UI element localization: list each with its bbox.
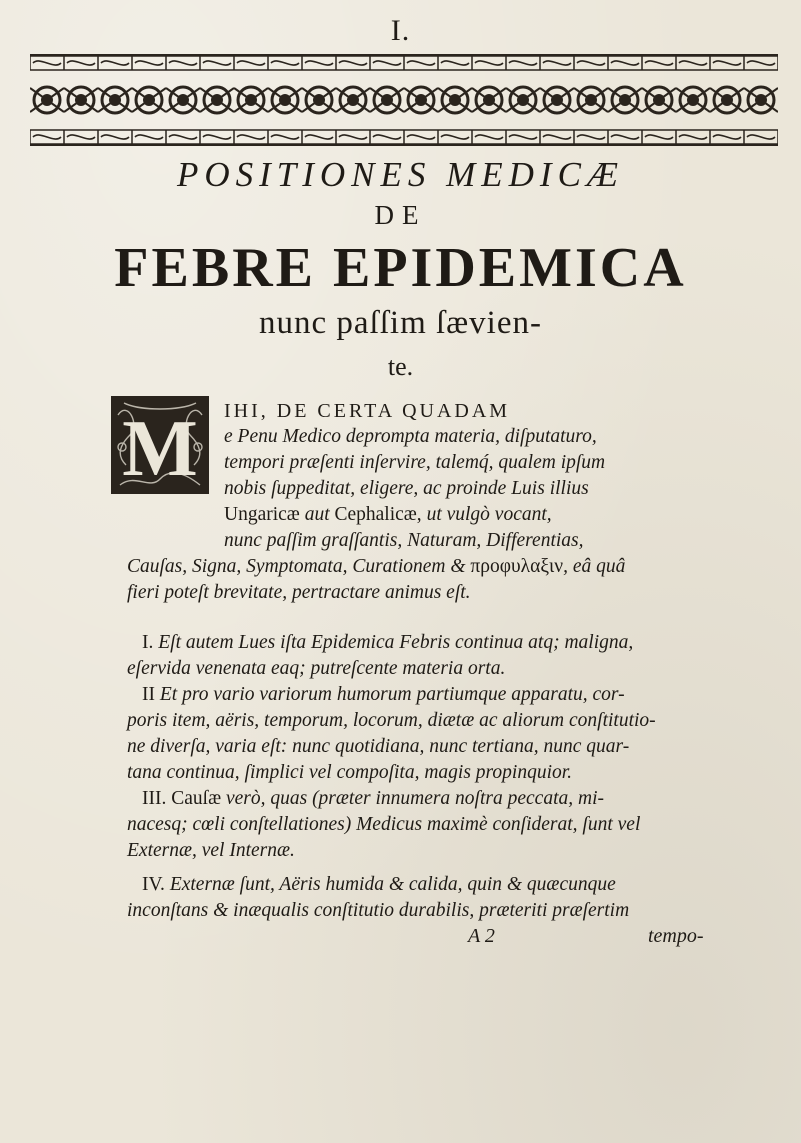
word-cephalicae: Cephalicæ, bbox=[334, 504, 422, 525]
position-1-number: I. bbox=[142, 632, 154, 653]
decorated-initial bbox=[110, 395, 210, 495]
title-subtitle-line1: nunc paſſim ſævien- bbox=[259, 305, 542, 341]
intro-line-8: fieri poteſt brevitate, pertractare animus eſt. bbox=[127, 582, 471, 603]
intro-line-7-end: , eâ quâ bbox=[563, 556, 626, 577]
word-causae: Cauſæ bbox=[171, 788, 222, 809]
intro-line-2: e Penu Medico deprompta materia, diſputaturo, bbox=[224, 426, 597, 447]
catchword: tempo- bbox=[648, 925, 704, 947]
word-ungaricae: Ungaricæ bbox=[224, 504, 300, 525]
position-1-text-1: Eſt autem Lues iſta Epidemica Febris continua atq; maligna, bbox=[158, 632, 634, 653]
position-4-number: IV. bbox=[142, 874, 165, 895]
position-3-line-2: nacesq; cœli conſtellationes) Medicus maximè conſiderat, ſunt vel bbox=[127, 814, 641, 835]
initial-letter: M bbox=[122, 405, 198, 493]
intro-line-1: IHI, DE CERTA QUADAM bbox=[224, 400, 511, 422]
decorative-headpiece bbox=[30, 54, 778, 146]
position-1-line-1 bbox=[142, 631, 633, 655]
title-febre-epidemica: FEBRE EPIDEMICA bbox=[114, 237, 687, 299]
signature-mark: I. bbox=[390, 14, 411, 47]
intro-line-5 bbox=[224, 503, 552, 527]
position-2-line-1 bbox=[142, 683, 625, 707]
position-3-line-1 bbox=[142, 787, 604, 811]
position-2-line-3: ne diverſa, varia eſt: nunc quotidiana, nunc tertiana, nunc quar- bbox=[127, 736, 630, 757]
position-2-line-4: tana continua, ſimplici vel compoſita, magis propinquior. bbox=[127, 762, 573, 783]
position-3-text-1: verò, quas (præter innumera noſtra peccata, mi- bbox=[221, 788, 604, 809]
position-2-text-1: Et pro vario variorum humorum partiumque apparatu, cor- bbox=[159, 684, 625, 705]
position-2-line-2: poris item, aëris, temporum, locorum, diætæ ac aliorum conſtitutio- bbox=[127, 710, 656, 731]
position-1-line-2: eſervida venenata eaq; putreſcente materia orta. bbox=[127, 658, 506, 679]
position-4-line-2: inconſtans & inæqualis conſtitutio durabilis, præteriti præſertim bbox=[127, 900, 630, 921]
word-ut-vulgo-vocant: ut vulgò vocant, bbox=[421, 504, 552, 525]
title-positiones: POSITIONES MEDICÆ bbox=[176, 155, 625, 194]
position-4-line-1 bbox=[142, 873, 616, 897]
title-de: DE bbox=[374, 200, 427, 230]
title-subtitle-line2: te. bbox=[387, 352, 414, 381]
position-2-number: II bbox=[142, 684, 155, 705]
position-3-number: III. bbox=[142, 788, 167, 809]
word-aut: aut bbox=[299, 504, 335, 525]
greek-word: προφυλαξιν bbox=[470, 556, 564, 577]
position-3-line-3: Externæ, vel Internæ. bbox=[127, 840, 295, 861]
intro-line-7-latin: Cauſas, Signa, Symptomata, Curationem & bbox=[127, 556, 471, 577]
intro-line-6: nunc paſſim graſſantis, Naturam, Differentias, bbox=[224, 530, 584, 551]
signature-a2: A 2 bbox=[468, 925, 495, 947]
intro-line-7 bbox=[127, 555, 625, 579]
intro-line-4: nobis ſuppeditat, eligere, ac proinde Luis illius bbox=[224, 478, 589, 499]
position-4-text-1: Externæ ſunt, Aëris humida & calida, quin & quæcunque bbox=[169, 874, 616, 895]
intro-line-3: tempori præſenti inſervire, talemq́, qualem ipſum bbox=[224, 452, 606, 473]
